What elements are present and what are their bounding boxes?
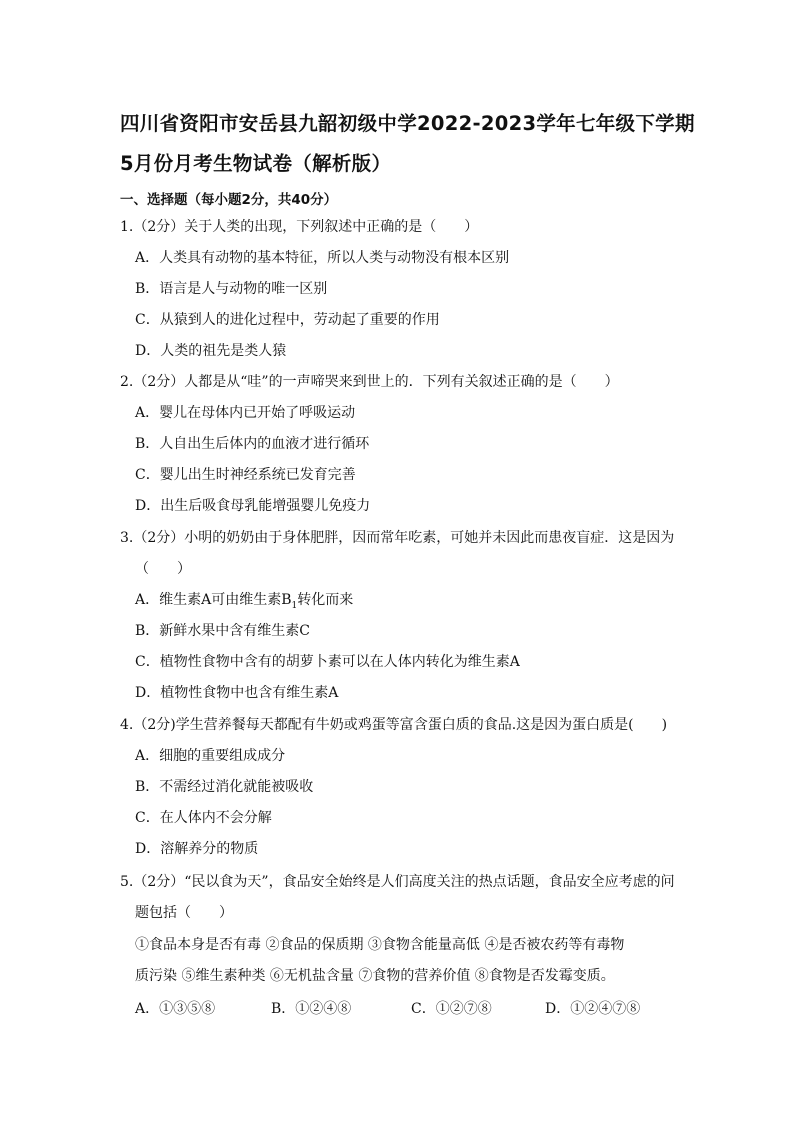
question-4-option-a: A．细胞的重要组成成分: [135, 748, 286, 764]
question-4-option-b: B．不需经过消化就能被吸收: [135, 779, 314, 795]
section-heading: 一、选择题（每小题2分，共40分）: [120, 192, 338, 208]
question-2-stem: 2.（2分）人都是从“哇”的一声啼哭来到世上的．下列有关叙述正确的是（ ）: [120, 374, 619, 390]
question-3-stem: 3.（2分）小明的奶奶由于身体肥胖，因而常年吃素，可她并未因此而患夜盲症．这是因为: [120, 530, 675, 546]
question-1-stem: 1.（2分）关于人类的出现，下列叙述中正确的是（ ）: [120, 219, 479, 235]
question-5-items-line-1: ①食品本身是否有毒 ②食品的保质期 ③食物含能量高低 ④是否被农药等有毒物: [135, 937, 625, 953]
question-1-option-a: A．人类具有动物的基本特征，所以人类与动物没有根本区别: [135, 250, 510, 266]
question-5-stem: 5.（2分）“民以食为天”，食品安全始终是人们高度关注的热点话题，食品安全应考虑的问: [120, 874, 675, 890]
question-1-option-d: D．人类的祖先是类人猿: [135, 343, 287, 359]
question-5-items-line-2: 质污染 ⑤维生素种类 ⑥无机盐含量 ⑦食物的营养价值 ⑧食物是否发霉变质。: [135, 968, 615, 984]
question-3-option-a-text: A．维生素A可由维生素B: [135, 592, 292, 608]
question-3-stem-continued: （ ）: [135, 561, 191, 577]
page-title-line-2: 5月份月考生物试卷（解析版）: [120, 152, 392, 175]
question-3-option-b: B．新鲜水果中含有维生素C: [135, 623, 310, 639]
question-1-option-b: B．语言是人与动物的唯一区别: [135, 281, 328, 297]
question-1-option-c: C．从猿到人的进化过程中，劳动起了重要的作用: [135, 312, 440, 328]
question-2-option-c: C．婴儿出生时神经系统已发育完善: [135, 467, 356, 483]
question-4-option-c: C．在人体内不会分解: [135, 810, 272, 826]
page-title-line-1: 四川省资阳市安岳县九韶初级中学2022-2023学年七年级下学期: [120, 112, 695, 135]
question-3-option-d: D．植物性食物中也含有维生素A: [135, 685, 339, 701]
question-4-option-d: D．溶解养分的物质: [135, 841, 259, 857]
question-2-option-a: A．婴儿在母体内已开始了呼吸运动: [135, 405, 356, 421]
question-5-option-c: C．①②⑦⑧: [411, 1001, 492, 1017]
question-2-option-b: B．人自出生后体内的血液才进行循环: [135, 436, 370, 452]
question-3-option-a-tail: 转化而来: [297, 592, 354, 608]
question-5-option-d: D．①②④⑦⑧: [545, 1001, 641, 1017]
question-5-stem-continued: 题包括（ ）: [135, 905, 233, 921]
question-3-option-c: C．植物性食物中含有的胡萝卜素可以在人体内转化为维生素A: [135, 654, 520, 670]
question-3-option-a: [135, 591, 353, 615]
subscript-1: 1: [291, 600, 298, 611]
question-5-option-b: B．①②④⑧: [271, 1001, 352, 1017]
question-4-stem: 4.（2分)学生营养餐每天都配有牛奶或鸡蛋等富含蛋白质的食品.这是因为蛋白质是( ): [120, 717, 668, 733]
question-5-option-a: A．①③⑤⑧: [135, 1001, 216, 1017]
question-2-option-d: D．出生后吸食母乳能增强婴儿免疫力: [135, 498, 371, 514]
